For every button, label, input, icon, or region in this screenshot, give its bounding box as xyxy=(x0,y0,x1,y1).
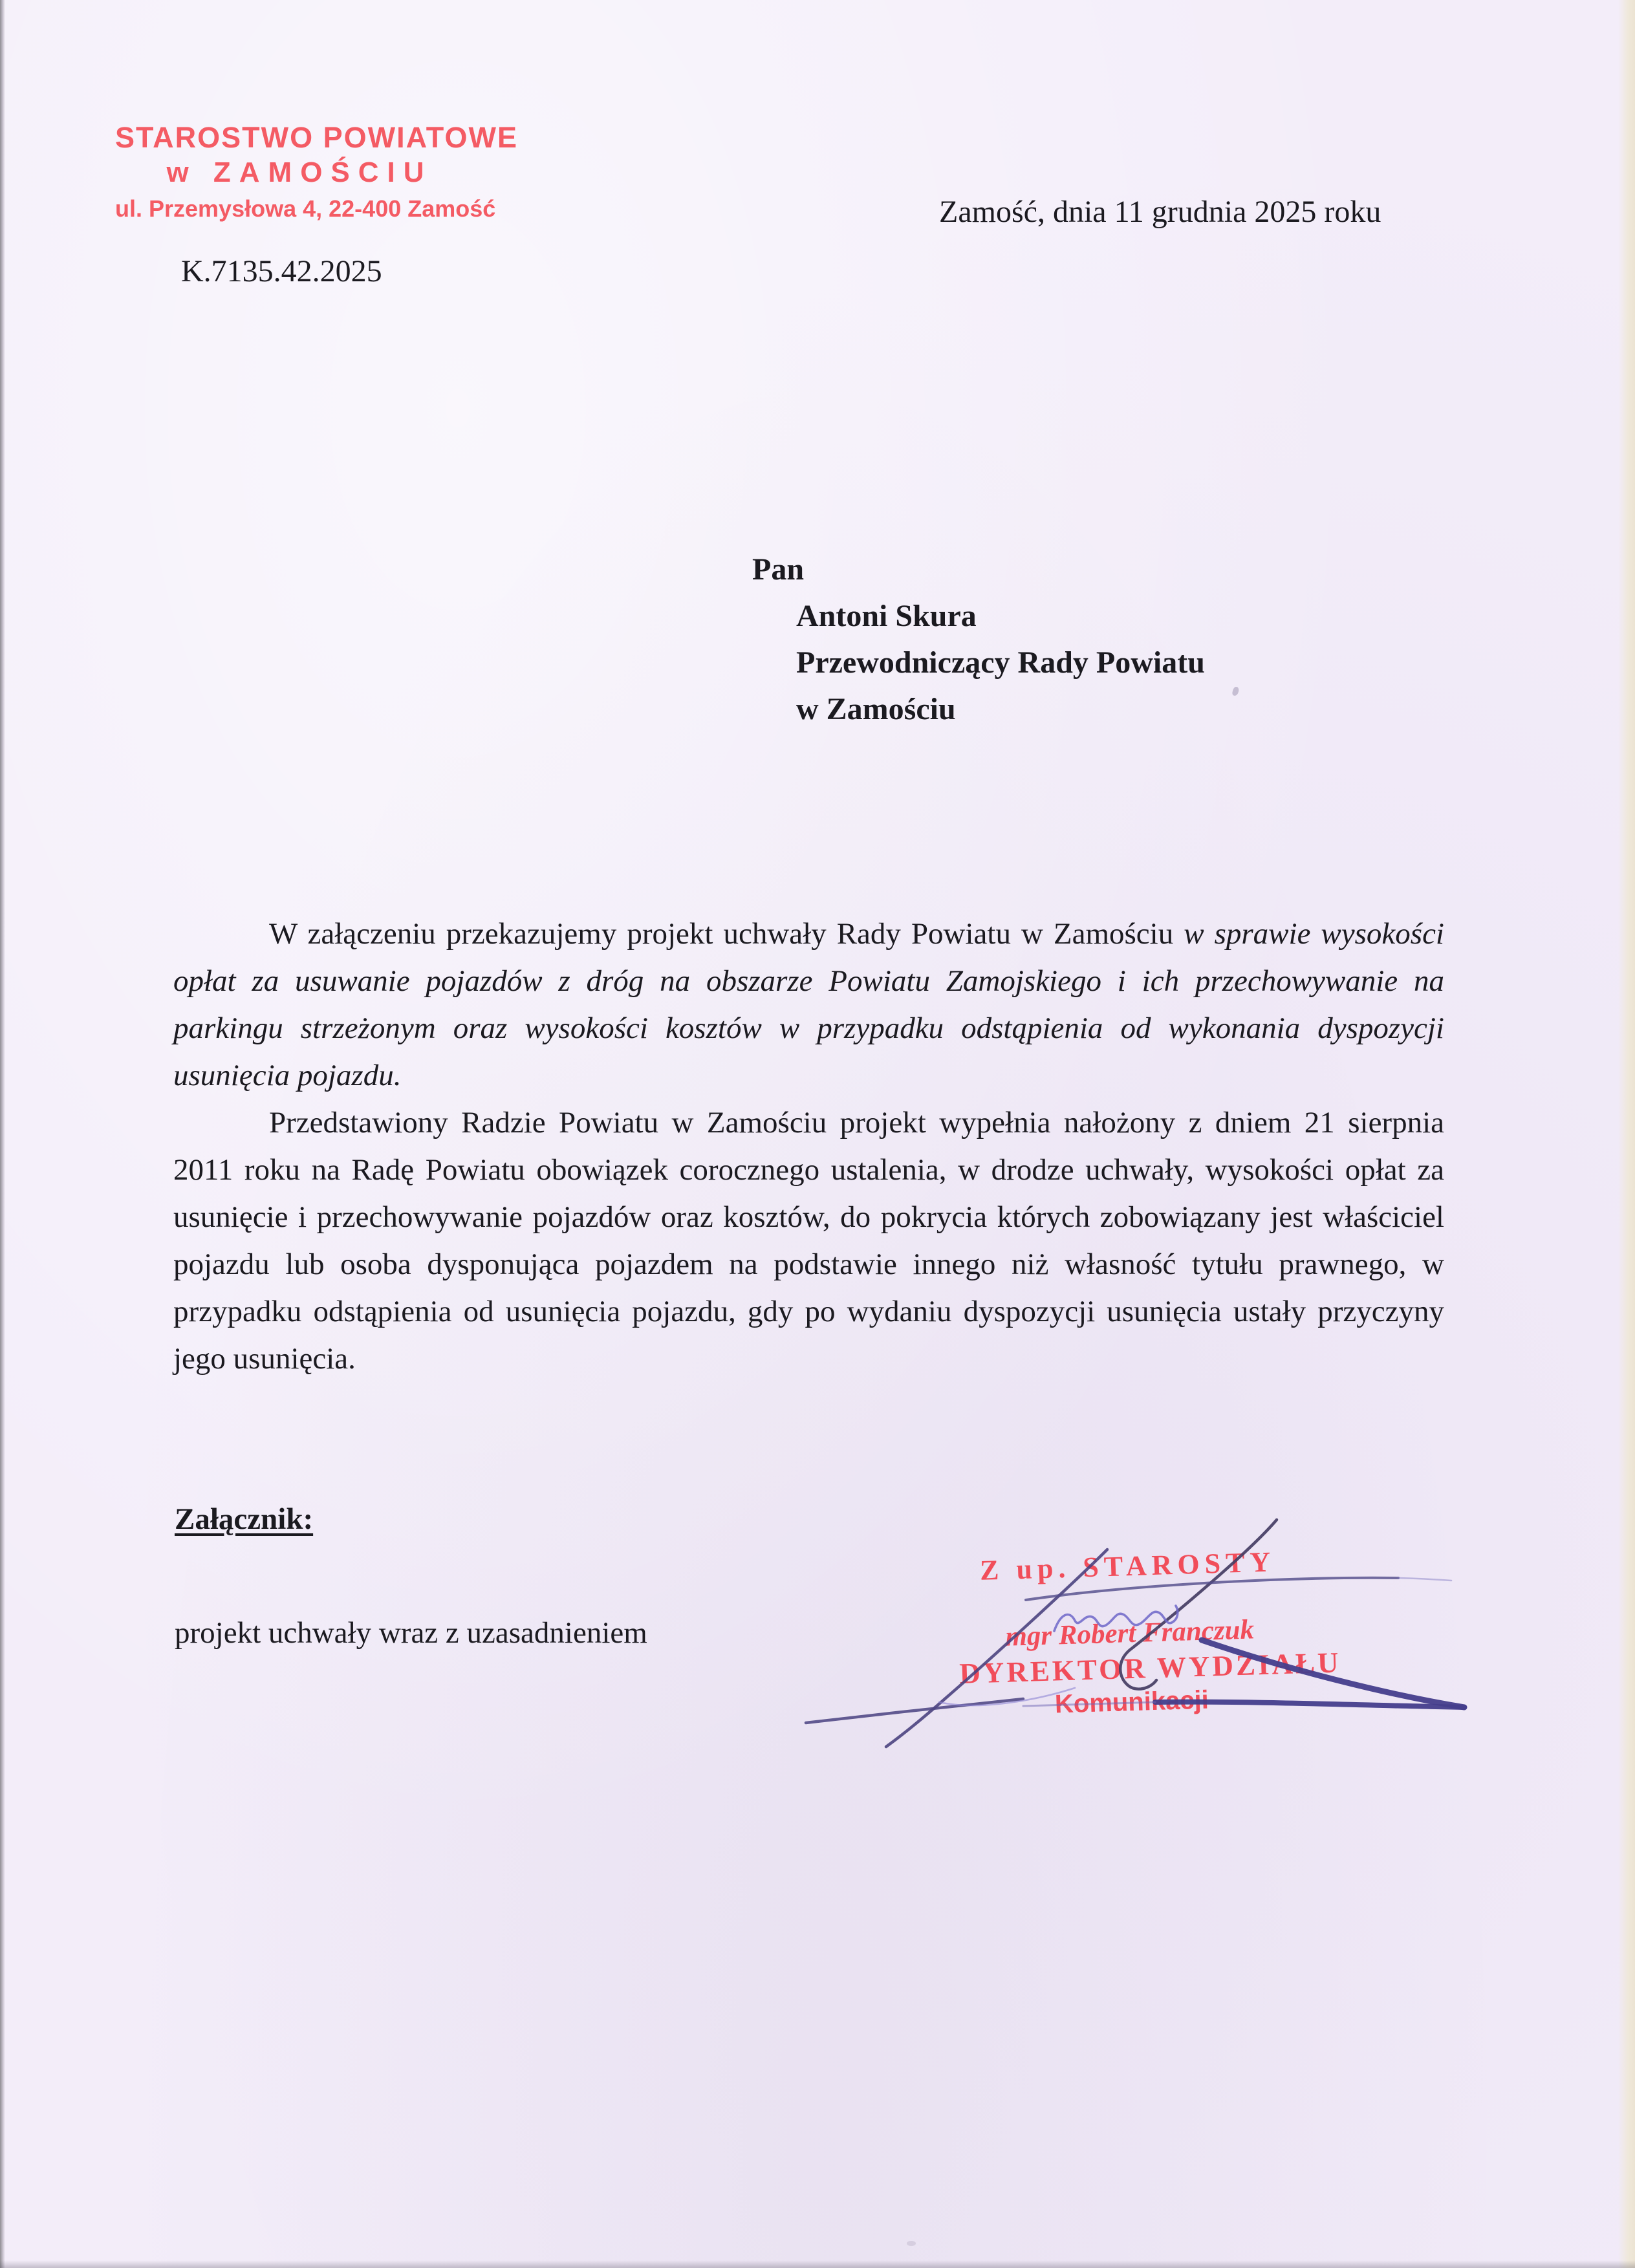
addressee-block xyxy=(752,546,1205,733)
signature-authorization: Z up. STAROSTY xyxy=(979,1546,1276,1586)
office-header-stamp xyxy=(115,120,518,224)
signer-name: mgr Robert Franczuk xyxy=(1004,1614,1255,1652)
addressee-salutation: Pan xyxy=(752,552,805,587)
letter-body xyxy=(173,911,1444,1383)
body-paragraph-2: Przedstawiony Radzie Powiatu w Zamościu projekt wypełnia nałożony z dniem 21 sierpnia 2011 roku na Radę Powiatu obowiązek corocznego ustalenia, w drodze uchwały, wysokości opłat za usunięcie i przechowywanie pojazdów oraz kosztów, do pokrycia których zobowiązany jest właściciel pojazdu lub osoba dysponująca pojazdem na podstawie innego niż własność tytułu prawnego, w przypadku odstąpienia od usunięcia pojazdu, gdy po wydaniu dyspozycji usunięcia ustały przyczyny jego usunięcia. xyxy=(173,1106,1444,1376)
attachment-heading: Załącznik: xyxy=(175,1502,314,1536)
paper-edge-right xyxy=(1618,0,1635,2268)
signer-title-line2: Komunikacji xyxy=(1054,1685,1209,1719)
body-paragraph-1 xyxy=(173,911,1444,1099)
signer-title-line1: DYREKTOR WYDZIAŁU xyxy=(958,1646,1342,1690)
addressee-city: w Zamościu xyxy=(796,692,956,726)
date-line: Zamość, dnia 11 grudnia 2025 roku xyxy=(939,195,1381,229)
addressee-name: Antoni Skura xyxy=(796,599,977,633)
office-name-line1: STAROSTWO POWIATOWE xyxy=(115,121,518,154)
paper-edge-bottom xyxy=(0,2260,1635,2268)
reference-number: K.7135.42.2025 xyxy=(181,254,382,288)
attachment-item: projekt uchwały wraz z uzasadnieniem xyxy=(175,1616,647,1650)
scan-speck xyxy=(1231,686,1239,697)
office-name-line2: w ZAMOŚCIU xyxy=(166,157,433,188)
scanner-edge-left xyxy=(0,0,5,2268)
office-address: ul. Przemysłowa 4, 22-400 Zamość xyxy=(115,195,496,222)
addressee-title: Przewodniczący Rady Powiatu xyxy=(796,645,1205,680)
paragraph1-italic-text: w sprawie wysokości opłat za usuwanie pojazdów z dróg na obszarze Powiatu Zamojskiego i ich przechowywanie na parkingu strzeżonym oraz wysokości kosztów w przypadku odstąpienia od wykonania dyspozycji usunięcia pojazdu. xyxy=(173,917,1444,1092)
scan-speck xyxy=(907,2241,916,2246)
paragraph1-normal-text: W załączeniu przekazujemy projekt uchwały Rady Powiatu w Zamościu xyxy=(269,917,1174,951)
handwritten-signature xyxy=(796,1500,1572,1759)
